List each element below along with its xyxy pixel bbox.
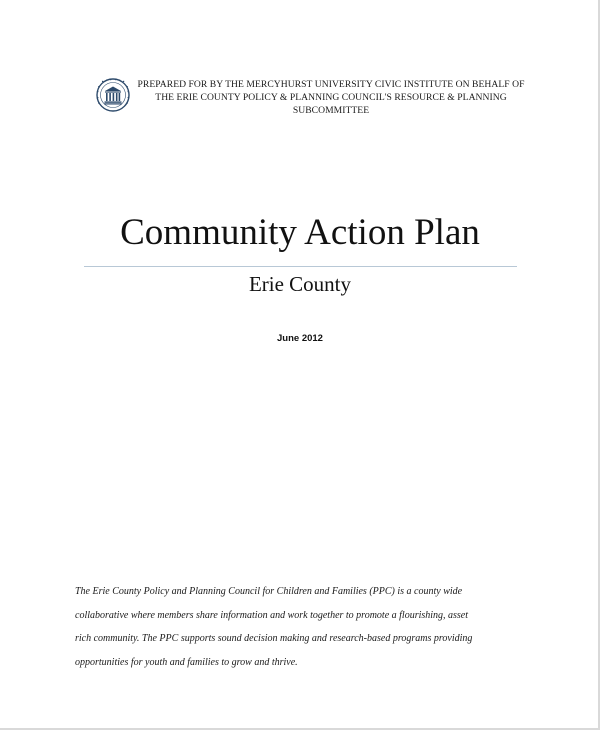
- title-divider: [84, 266, 517, 267]
- header-line-3: SUBCOMMITTEE: [292, 105, 370, 116]
- document-title: Community Action Plan: [120, 212, 480, 253]
- header-line-2: THE ERIE COUNTY POLICY & PLANNING COUNCIL'S RESOURCE & PLANNING: [155, 92, 507, 103]
- prepared-for-statement: [136, 78, 526, 117]
- cover-header: [96, 78, 526, 122]
- description-line-2: collaborative where members share information and work together to promote a flourishing, asset: [75, 609, 469, 621]
- description-line-4: opportunities for youth and families to grow and thrive.: [75, 657, 298, 669]
- header-line-1: PREPARED FOR BY THE MERCYHURST UNIVERSITY CIVIC INSTITUTE ON BEHALF OF: [137, 79, 525, 90]
- institute-seal-icon: [96, 78, 130, 112]
- publication-date: June 2012: [277, 333, 323, 344]
- ppc-description: [75, 580, 545, 675]
- description-line-3: rich community. The PPC supports sound decision making and research-based programs providing: [75, 633, 473, 645]
- description-line-1: The Erie County Policy and Planning Council for Children and Families (PPC) is a county wide: [75, 586, 463, 597]
- document-subtitle: Erie County: [248, 272, 352, 296]
